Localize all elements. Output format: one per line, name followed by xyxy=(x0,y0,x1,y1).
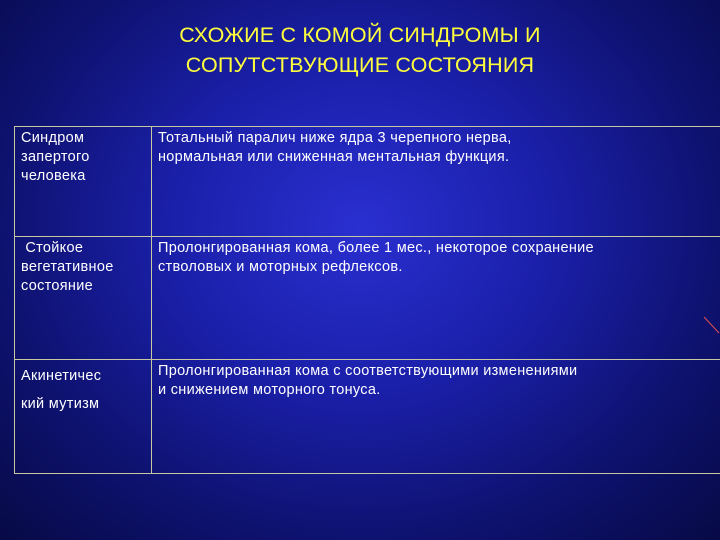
syndrome-term-cell xyxy=(15,237,152,360)
syndrome-description-line: Пролонгированная кома, более 1 мес., некоторое сохранение xyxy=(158,240,594,256)
syndromes-table xyxy=(14,126,720,474)
syndrome-term-line: Синдром xyxy=(21,130,85,146)
syndrome-description-cell xyxy=(152,360,720,474)
syndrome-description-line: и снижением моторного тонуса. xyxy=(158,382,381,398)
syndrome-term-line: состояние xyxy=(21,278,93,294)
syndrome-description-line: нормальная или сниженная ментальная функция. xyxy=(158,149,510,165)
syndrome-term-cell xyxy=(15,127,152,237)
decorative-line-icon xyxy=(702,315,720,335)
syndrome-description-cell xyxy=(152,127,720,237)
syndrome-term-line: кий мутизм xyxy=(21,396,100,412)
table-row xyxy=(15,127,720,237)
table-row xyxy=(15,237,720,360)
syndrome-description-line: Пролонгированная кома с соответствующими изменениями xyxy=(158,363,578,379)
syndrome-term-line: Акинетичес xyxy=(21,368,102,384)
syndrome-term-line: вегетативное xyxy=(21,259,114,275)
syndrome-term-line: человека xyxy=(21,168,86,184)
syndrome-term-line: Стойкое xyxy=(21,240,84,256)
slide-title-line-2: СОПУТСТВУЮЩИЕ СОСТОЯНИЯ xyxy=(185,53,535,77)
syndrome-term-line: запертого xyxy=(21,149,90,165)
syndrome-description-cell xyxy=(152,237,720,360)
syndrome-description-line: Тотальный паралич ниже ядра 3 черепного нерва, xyxy=(158,130,512,146)
slide-title-line-1: СХОЖИЕ С КОМОЙ СИНДРОМЫ И xyxy=(179,23,541,47)
table-row xyxy=(15,360,720,474)
syndrome-term-cell xyxy=(15,360,152,474)
syndrome-description-line: стволовых и моторных рефлексов. xyxy=(158,259,403,275)
slide-title xyxy=(0,20,720,80)
